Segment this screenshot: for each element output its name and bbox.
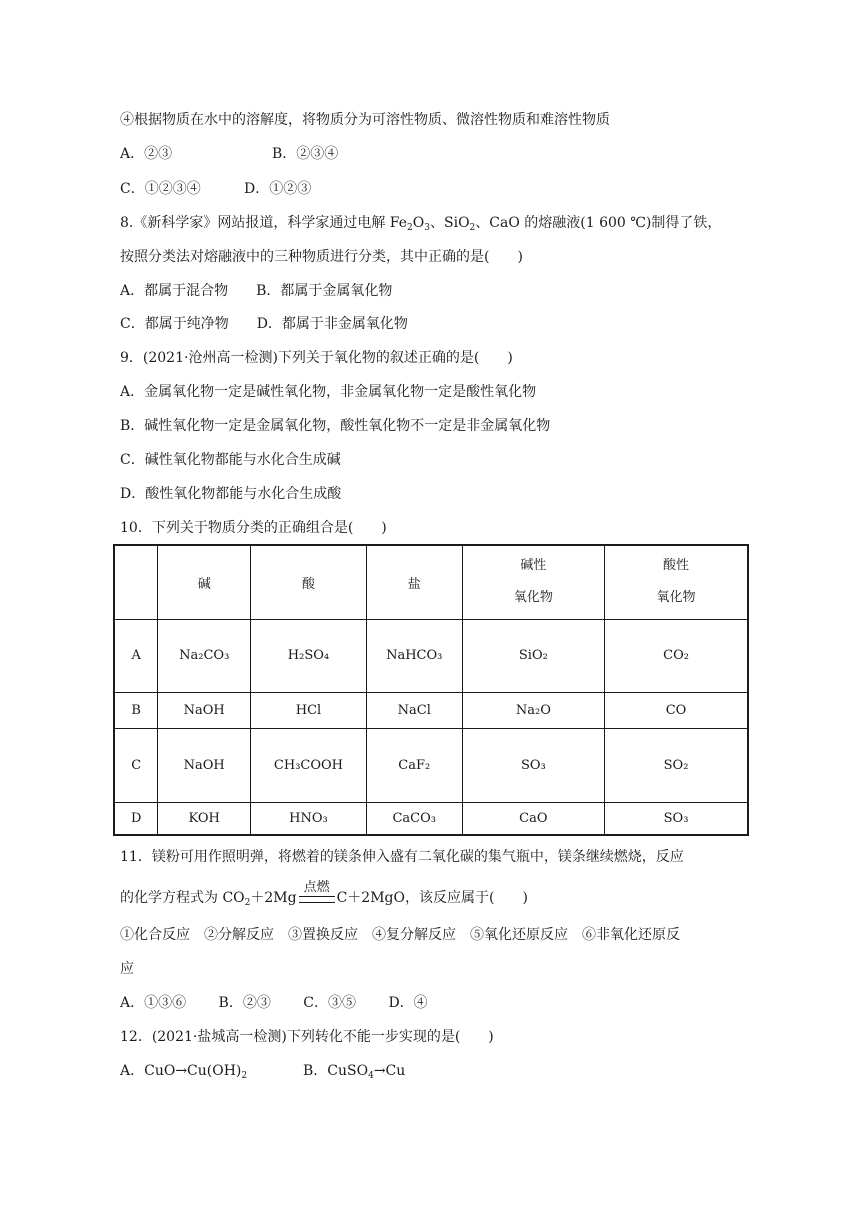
table-row [114, 619, 748, 692]
table-header-row [114, 545, 748, 619]
table-cell: A [114, 619, 158, 692]
table-cell: KOH [158, 802, 251, 835]
question-8-options-ab: A．都属于混合物 B．都属于金属氧化物 [120, 283, 393, 299]
table-cell: Na₂CO₃ [158, 619, 251, 692]
question-11-answers: A．①③⑥ B．②③ C．③⑤ D．④ [120, 995, 428, 1011]
table-cell: CaO [462, 802, 604, 835]
question-8-options-cd: C．都属于纯净物 D．都属于非金属氧化物 [120, 316, 408, 332]
question-11-reaction-types: ①化合反应 ②分解反应 ③置换反应 ④复分解反应 ⑤氧化还原反应 ⑥非氧化还原反 [120, 927, 680, 943]
header-cell: 酸 [251, 545, 367, 619]
table-cell: NaHCO₃ [366, 619, 462, 692]
table-cell: SiO₂ [462, 619, 604, 692]
header-cell: 碱 [158, 545, 251, 619]
question-12-option-b: B．CuSO$_4$→Cu [303, 1063, 406, 1081]
classification-table [113, 544, 749, 836]
question-11: 11．镁粉可用作照明弹，将燃着的镁条伸入盛有二氧化碳的集气瓶中，镁条继续燃烧，反应 [120, 849, 684, 865]
table-cell: SO₃ [462, 728, 604, 802]
header-cell: 盐 [366, 545, 462, 619]
table-row [114, 728, 748, 802]
table-cell: SO₂ [605, 728, 748, 802]
table-cell: NaOH [158, 728, 251, 802]
option-d: D．①②③ [244, 181, 312, 197]
table-cell: H₂SO₄ [251, 619, 367, 692]
table-cell: NaOH [158, 692, 251, 728]
table-cell: D [114, 802, 158, 835]
question-11-equation: 的化学方程式为 $CO_2+2Mg$ 点燃 C＋2MgO，该反应属于( ) [120, 880, 528, 908]
option-c: C．①②③④ [120, 181, 201, 197]
question-8-line2: 按照分类法对熔融液中的三种物质进行分类，其中正确的是( ) [120, 249, 523, 265]
table-cell: CH₃COOH [251, 728, 367, 802]
table-cell: CO [605, 692, 748, 728]
question-8: 8.《新科学家》网站报道，科学家通过电解 $Fe_2O_3$、SiO$_2$、CaO 的熔融液(1 600 ℃)制得了铁， [120, 215, 722, 233]
table-cell: CaCO₃ [366, 802, 462, 835]
table-cell: SO₃ [605, 802, 748, 835]
question-9: 9．(2021·沧州高一检测)下列关于氧化物的叙述正确的是( ) [120, 350, 513, 366]
question-9-option-c: C．碱性氧化物都能与水化合生成碱 [120, 452, 341, 468]
header-cell [114, 545, 158, 619]
table-cell: Na₂O [462, 692, 604, 728]
table-cell: HNO₃ [251, 802, 367, 835]
text-line: ④根据物质在水中的溶解度，将物质分为可溶性物质、微溶性物质和难溶性物质 [120, 112, 610, 128]
header-cell: 碱性 氧化物 [462, 545, 604, 619]
table-cell: HCl [251, 692, 367, 728]
question-10: 10．下列关于物质分类的正确组合是( ) [120, 520, 387, 536]
table-row [114, 692, 748, 728]
option-a: A．②③ [120, 146, 173, 162]
table-cell: CaF₂ [366, 728, 462, 802]
table-row [114, 802, 748, 835]
question-9-option-d: D．酸性氧化物都能与水化合生成酸 [120, 486, 342, 502]
question-9-option-b: B．碱性氧化物一定是金属氧化物，酸性氧化物不一定是非金属氧化物 [120, 418, 551, 434]
table-cell: C [114, 728, 158, 802]
reaction-condition-sign: 点燃 [299, 888, 335, 908]
table-cell: NaCl [366, 692, 462, 728]
question-12: 12．(2021·盐城高一检测)下列转化不能一步实现的是( ) [120, 1029, 494, 1045]
header-cell: 酸性 氧化物 [605, 545, 748, 619]
table-cell: CO₂ [605, 619, 748, 692]
option-b: B．②③④ [272, 146, 339, 162]
question-9-option-a: A．金属氧化物一定是碱性氧化物，非金属氧化物一定是酸性氧化物 [120, 384, 537, 400]
table-cell: B [114, 692, 158, 728]
question-11-reaction-types-cont: 应 [120, 961, 134, 977]
question-12-option-a: A．$CuO\to Cu(OH)_2$ [120, 1063, 248, 1081]
